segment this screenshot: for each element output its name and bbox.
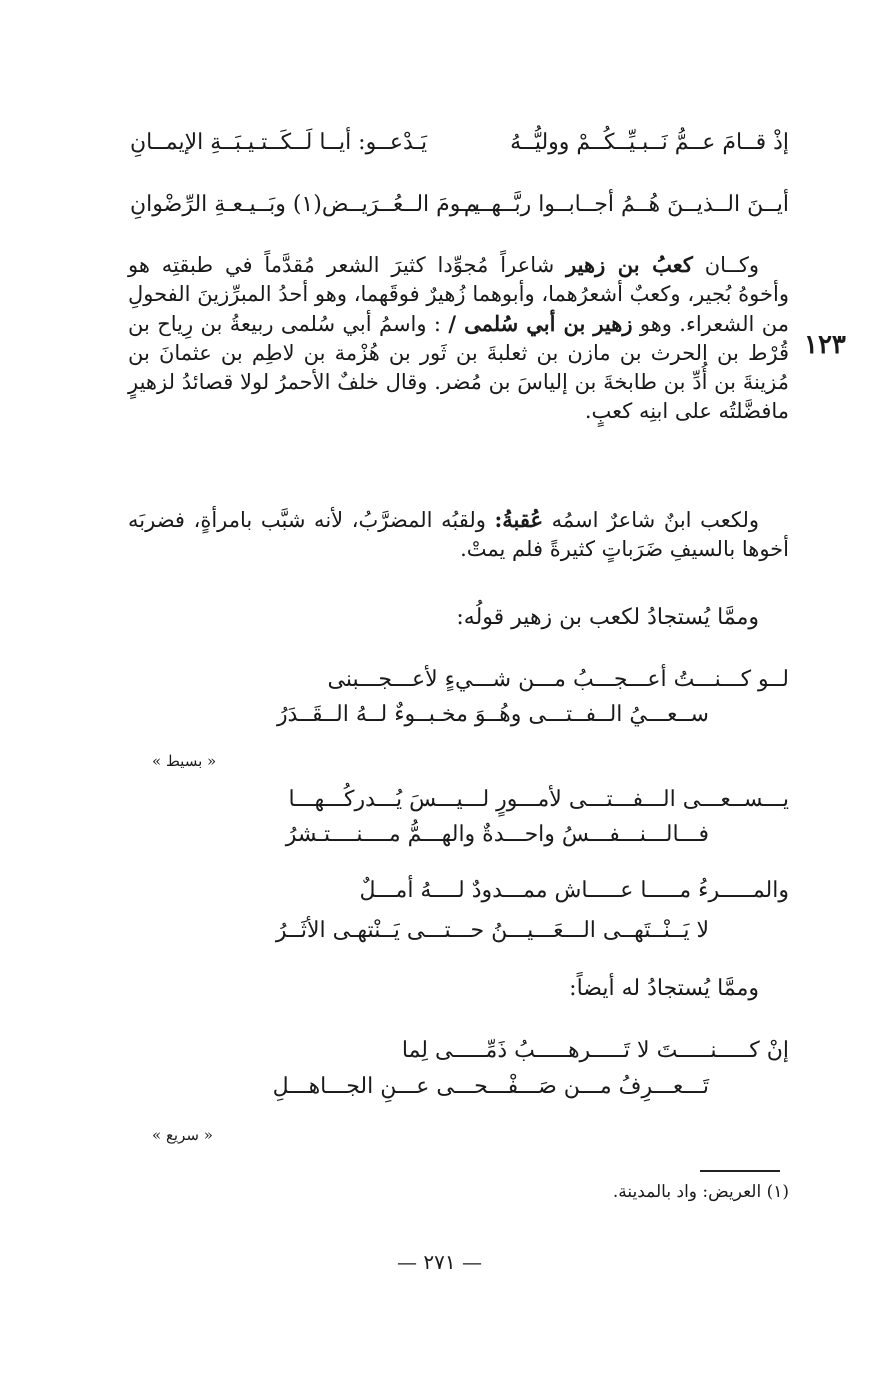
verse-line [130,130,789,166]
footnote: (١) العريض: واد بالمدينة. [612,1182,789,1202]
paragraph-uqba [128,505,789,564]
para-text: : واسمُ أبي سُلمى ربيعةُ بن رِياح بن قُرْط بن الحرث بن مازن بن ثعلبةَ بن ثَور بن هُزْمة بن لاطِم بن عثمانَ بن مُزينةَ بن أُدِّ بن طابخةَ بن إلياسَ بن مُضر. وقال خلفٌ الأحمرُ لولا قصائدُ لزهيرٍ مافضَّلتُه على ابنِه كعبٍ. [128,312,789,423]
poem-line: والمـــــرءُ مـــــا عـــــاش ممـــدودٌ لــــهُ أمـــلٌ [359,878,789,903]
person-name: زهير بن أبي سُلمى / [448,311,633,336]
poem-line: تَـــعـــرِفُ مـــن صَـــفْـــحـــى عـــنِ الجـــاهـــلِ [272,1074,709,1099]
meter-label: « سريع » [152,1126,213,1144]
poem-line: لــو كـــنـــتُ أعـــجـــبُ مـــن شـــيءٍ لأعـــجـــبنى [327,667,789,692]
poem-line: إنْ كـــــنـــــتَ لا تَـــــرهـــــبُ ذَمِّـــــى لِما [401,1038,789,1063]
poem-line: فـــالـــنـــفـــسُ واحـــدةٌ والهـــمُّ مــــنــــتـشرُ [285,822,709,847]
para-text: شاعراً مُجوِّدا كثيرَ الشعر مُقدَّماً في طبقتِه هو وأخوهُ بُجير، وكعبٌ أشعرُهما، وأبوهما زُهيرٌ فوقَهما، وهو أحدُ المبرِّزينَ الفحولِ من الشعراء. وهو [128,253,789,336]
hemistich-first: إذْ قــامَ عــمُّ نَــبـيِّــكُــمْ ووليُّــهُ [510,130,789,155]
hemistich-second: يَـدْعــو: أيــا لَــكَــتـيـبَــةِ الإيمــانِ [130,130,428,155]
para-text: ولقبُه المضرَّبُ، لأنه شبَّب بامرأةٍ، فضربَه أخوها بالسيفِ ضَرَباتٍ كثيرةً فلم يمتْ. [128,508,789,561]
hemistich-first: أيــنَ الــذيــنَ هُــمُ أجــابــوا ربَّــهــم [463,192,789,217]
poem-intro: وممَّا يُستجادُ لكعب بن زهير قولُه: [456,605,759,630]
meter-label: « بسيط » [152,752,217,770]
poem-line: يـــســعـــى الـــفـــتـــى لأمـــورٍ لـــيـــسَ يُـــدركُـــهـــا [288,787,789,812]
para-text: ولكعب ابنٌ شاعرٌ اسمُه [543,508,760,532]
para-text: وكــان [692,253,759,277]
person-name: عُقبةُ: [494,507,544,532]
poem-line: ســعـــيُ الــفــتـــى وهُــوَ مخـبــوءٌ لــهُ الــقَــدَرُ [276,702,709,727]
person-name: كعبُ بن زهير [566,252,693,277]
hemistich-second: يــومَ الــعُــرَيــض(١) وبَــيـعـةِ الرِّضْوانِ [130,192,481,217]
margin-number: ١٢٣ [804,330,846,360]
paragraph-kaab [128,250,789,426]
footnote-rule [700,1170,780,1172]
page-number: — ٢٧١ — [397,1250,482,1274]
poem-intro: وممَّا يُستجادُ له أيضاً: [569,976,759,1001]
verse-line [130,192,789,228]
poem-line: لا يَــنْــتَهــى الـــعَـــيـــنُ حـــتـــى يَــنْتهـى الأثَــرُ [275,918,709,943]
